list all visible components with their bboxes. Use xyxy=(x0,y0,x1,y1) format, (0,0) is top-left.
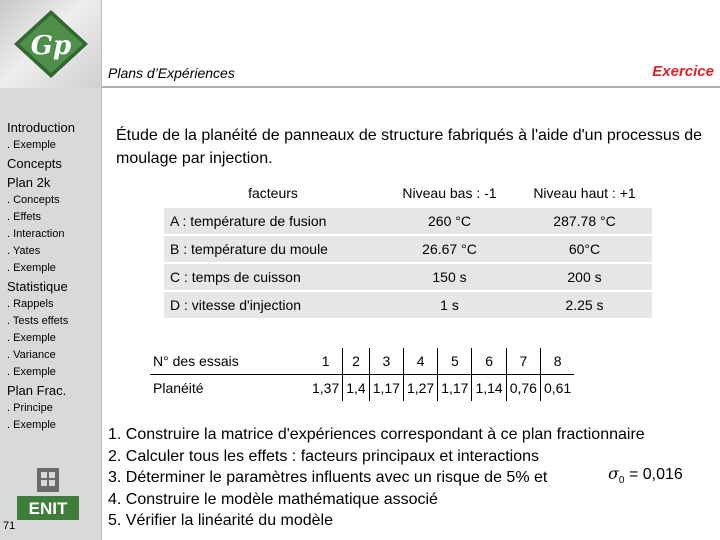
factor-high: 2.25 s xyxy=(565,297,604,313)
trial-number-cell: 8 xyxy=(540,348,574,375)
sidebar-item[interactable]: . Exemple xyxy=(7,366,56,378)
header-low-level: Niveau bas : -1 xyxy=(402,185,497,201)
questions-list xyxy=(108,424,645,532)
sidebar-item[interactable]: . Principe xyxy=(7,402,53,414)
question-item: 1. Construire la matrice d'expériences correspondant à ce plan fractionnaire xyxy=(108,426,645,443)
sidebar-item[interactable]: . Tests effets xyxy=(7,315,69,327)
sidebar-item[interactable]: Statistique xyxy=(7,279,68,294)
factor-row xyxy=(164,207,652,235)
flatness-cell: 1,27 xyxy=(403,375,437,402)
question-item: 3. Déterminer le paramètres influents avec un risque de 5% et xyxy=(108,469,548,486)
sidebar-item[interactable]: . Effets xyxy=(7,211,42,223)
sigma-formula xyxy=(608,464,683,486)
factor-row xyxy=(164,291,652,318)
header-high-level: Niveau haut : +1 xyxy=(533,185,636,201)
sidebar-item[interactable]: Introduction xyxy=(7,120,75,135)
trial-number-cell: 7 xyxy=(506,348,540,375)
header-divider xyxy=(101,86,720,88)
sidebar-item[interactable]: . Interaction xyxy=(7,228,65,240)
trial-number-cell: 6 xyxy=(472,348,506,375)
sigma-symbol: σ xyxy=(608,464,619,483)
factor-row xyxy=(164,235,652,263)
factor-low: 150 s xyxy=(432,269,467,285)
factor-name: D : vitesse d'injection xyxy=(170,297,302,313)
flatness-cell: 0,61 xyxy=(540,375,574,402)
gp-logo xyxy=(0,0,101,88)
factor-high: 200 s xyxy=(567,269,602,285)
sigma-subscript: 0 xyxy=(618,475,625,487)
trial-number-cell: 1 xyxy=(309,348,343,375)
factor-row xyxy=(164,263,652,291)
factor-low: 260 °C xyxy=(428,213,471,229)
question-item: 4. Construire le modèle mathématique associé xyxy=(108,490,438,508)
factor-name: C : temps de cuisson xyxy=(170,269,301,285)
flatness-cell: 1,14 xyxy=(472,375,506,402)
flatness-cell: 1,17 xyxy=(369,375,403,402)
logo-text: Gp xyxy=(30,31,72,61)
sidebar-item[interactable]: . Exemple xyxy=(7,262,56,274)
flatness-cell: 1,4 xyxy=(343,375,369,402)
sidebar-item[interactable]: . Yates xyxy=(7,245,41,257)
sidebar-item[interactable]: . Concepts xyxy=(7,194,60,206)
trial-number-label: N° des essais xyxy=(150,348,309,375)
flatness-cell: 1,37 xyxy=(312,380,340,396)
intro-text: Étude de la planéité de panneaux de structure fabriqués à l'aide d'un processus de moulage par injection. xyxy=(116,127,703,167)
trial-number-cell: 5 xyxy=(438,348,472,375)
enit-logo xyxy=(17,466,79,527)
factor-high: 60°C xyxy=(568,241,601,257)
exercise-label: Exercice xyxy=(652,63,714,80)
sidebar-item[interactable]: . Exemple xyxy=(7,139,56,151)
factor-name: B : température du moule xyxy=(170,241,328,257)
factors-header-row xyxy=(164,180,652,207)
sidebar-item[interactable]: . Rappels xyxy=(7,298,54,310)
results-table xyxy=(150,348,574,401)
gp-logo-icon xyxy=(12,8,90,80)
sidebar-item[interactable]: . Exemple xyxy=(7,332,56,344)
factor-low: 26.67 °C xyxy=(422,241,477,257)
question-item: 2. Calculer tous les effets : facteurs principaux et interactions xyxy=(108,447,540,465)
flatness-row xyxy=(150,375,574,402)
trial-number-cell: 3 xyxy=(369,348,403,375)
sidebar xyxy=(0,0,102,540)
presentation-title: Plans d’Expériences xyxy=(108,65,235,81)
sidebar-item[interactable]: . Exemple xyxy=(7,419,56,431)
flatness-cell: 0,76 xyxy=(506,375,540,402)
sidebar-item[interactable]: . Variance xyxy=(7,349,56,361)
sidebar-menu xyxy=(7,118,99,434)
factor-name: A : température de fusion xyxy=(170,213,327,229)
flatness-label: Planéité xyxy=(153,380,204,396)
trial-number-row xyxy=(150,348,574,375)
trial-number-cell: 4 xyxy=(403,348,437,375)
page-number: 71 xyxy=(3,520,16,532)
flatness-cell: 1,17 xyxy=(438,375,472,402)
trial-number-cell: 2 xyxy=(343,348,369,375)
factor-low: 1 s xyxy=(440,297,459,313)
factors-table xyxy=(164,180,652,318)
question-item: 5. Vérifier la linéarité du modèle xyxy=(108,512,334,529)
sigma-value: = 0,016 xyxy=(628,466,683,483)
sidebar-item[interactable]: Plan Frac. xyxy=(7,383,67,398)
enit-logo-text: ENIT xyxy=(28,499,68,518)
factor-high: 287.78 °C xyxy=(553,213,616,229)
sidebar-item[interactable]: Concepts xyxy=(7,156,62,171)
sidebar-item[interactable]: Plan 2k xyxy=(7,175,51,190)
header-factors: facteurs xyxy=(248,185,298,201)
